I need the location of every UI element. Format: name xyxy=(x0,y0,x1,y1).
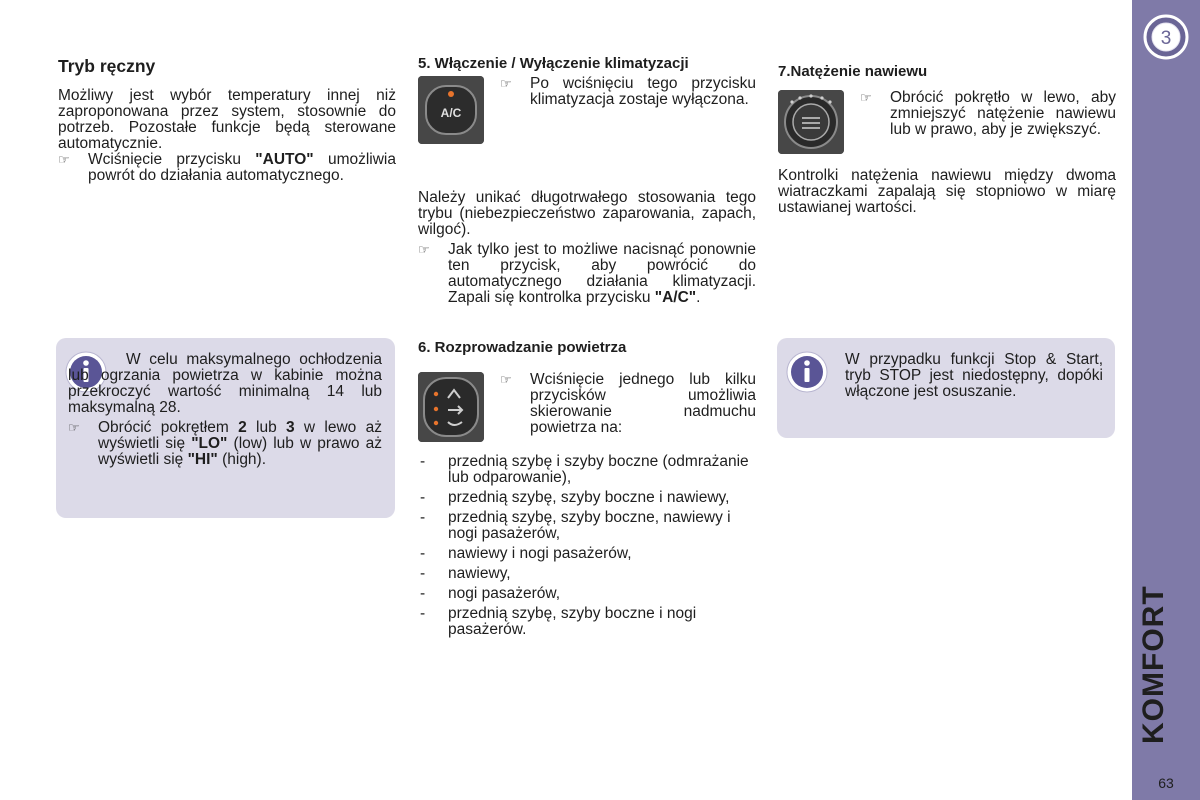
column-fan-speed xyxy=(778,56,1116,216)
chapter-circle-icon xyxy=(1140,12,1192,62)
air-distribution-buttons-image xyxy=(418,372,484,442)
page-number: 63 xyxy=(1132,766,1200,800)
info-box-temperature xyxy=(56,338,395,518)
ac-button-label: A/C xyxy=(440,106,462,120)
pointing-hand-icon: ☞ xyxy=(860,90,872,105)
ac-indicator-light xyxy=(448,91,454,97)
stop-start-paragraph: W przypadku funkcji Stop & Start, tryb STOP jest niedostępny, dopóki włączone jest osuszanie. xyxy=(845,351,1103,400)
list-item: - nogi pasażerów, xyxy=(420,585,561,602)
bullet-text: lub xyxy=(246,419,286,436)
fan-bullet xyxy=(860,90,1116,138)
column-manual-mode xyxy=(58,56,396,184)
bullet-text: Obrócić pokrętło w lewo, aby zmniejszyć natężenie nawiewu lub w prawo, aby je zwiększyć. xyxy=(890,89,1116,138)
section-title-fan: 7.Natężenie nawiewu xyxy=(778,63,928,80)
column-ac-and-distribution xyxy=(418,56,756,306)
bullet-text: . xyxy=(696,289,701,306)
knob-3-label: 3 xyxy=(286,419,295,436)
bullet-text: umożliwia powrót do działania automatycznego. xyxy=(88,151,396,184)
bullet-text: w lewo aż wyświetli się xyxy=(98,419,382,452)
distribution-bullet xyxy=(500,372,756,436)
hi-label: "HI" xyxy=(187,451,218,468)
section-title-distribution: 6. Rozprowadzanie powietrza xyxy=(418,339,627,356)
auto-bullet xyxy=(58,152,396,184)
bullet-text: Wciśnięcie jednego lub kilku przycisków umożliwia skierowanie nadmuchu powietrza na: xyxy=(530,371,756,436)
pointing-hand-icon: ☞ xyxy=(68,420,80,435)
list-item: - przednią szybę, szyby boczne i nogi pasażerów. xyxy=(420,605,697,638)
ac-warning-paragraph: Należy unikać długotrwałego stosowania tego trybu (niebezpieczeństwo zaparowania, zapach, wilgoć). xyxy=(418,189,756,238)
list-item: - nawiewy, xyxy=(420,565,511,582)
list-item: - przednią szybę, szyby boczne, nawiewy i nogi pasażerów, xyxy=(420,509,731,542)
pointing-hand-icon: ☞ xyxy=(418,242,430,257)
bullet-text: (high). xyxy=(217,451,267,468)
info-bullet xyxy=(68,420,382,468)
knob-2-label: 2 xyxy=(238,419,247,436)
ac-button-image xyxy=(418,76,484,144)
info-icon xyxy=(785,350,829,394)
list-item: - przednią szybę i szyby boczne (odmrażanie lub odparowanie), xyxy=(420,453,749,486)
bullet-text: (low) lub w prawo aż wyświetli się xyxy=(98,435,383,468)
bullet-text: Obrócić pokrętłem xyxy=(98,419,239,436)
manual-paragraph: Możliwy jest wybór temperatury innej niż zaproponowana przez system, stosownie do potrzeb. Pozostałe funkcje będą sterowane automatycznie. xyxy=(58,87,396,152)
auto-label: "AUTO" xyxy=(255,151,314,168)
lo-label: "LO" xyxy=(191,435,228,452)
pointing-hand-icon: ☞ xyxy=(58,152,70,167)
pointing-hand-icon: ☞ xyxy=(500,76,512,91)
bullet-text: Wciśnięcie przycisku xyxy=(88,151,256,168)
list-item: - nawiewy i nogi pasażerów, xyxy=(420,545,632,562)
ac-bullet xyxy=(500,76,756,108)
fan-paragraph: Kontrolki natężenia nawiewu między dwoma wiatraczkami zapalają się stopniowo w miarę ustawianej wartości. xyxy=(778,167,1116,216)
ac-return-bullet xyxy=(418,242,756,306)
bullet-text: Po wciśnięciu tego przycisku klimatyzacja zostaje wyłączona. xyxy=(530,75,756,108)
pointing-hand-icon: ☞ xyxy=(500,372,512,387)
bullet-text: Jak tylko jest to możliwe nacisnąć ponownie ten przycisk, aby powrócić do automatycznego działania klimatyzacji. Zapali się kontrolka przycisku xyxy=(448,241,756,306)
fan-knob-image xyxy=(778,90,844,154)
info-paragraph: W celu maksymalnego ochłodzenia lub ogrzania powietrza w kabinie można przekroczyć wartość minimalną 14 lub maksymalną 28. xyxy=(68,351,382,416)
list-item: - przednią szybę, szyby boczne i nawiewy, xyxy=(420,489,730,506)
distribution-list xyxy=(418,454,756,638)
section-title-manual: Tryb ręczny xyxy=(58,56,156,76)
info-box-stop-start xyxy=(777,338,1115,438)
section-air-distribution xyxy=(418,340,756,638)
chapter-number: 3 xyxy=(1160,28,1172,49)
section-title-ac: 5. Włączenie / Wyłączenie klimatyzacji xyxy=(418,55,689,72)
ac-label: "A/C" xyxy=(654,289,697,306)
chapter-badge xyxy=(1140,12,1192,62)
chapter-title: KOMFORT xyxy=(1137,585,1170,744)
